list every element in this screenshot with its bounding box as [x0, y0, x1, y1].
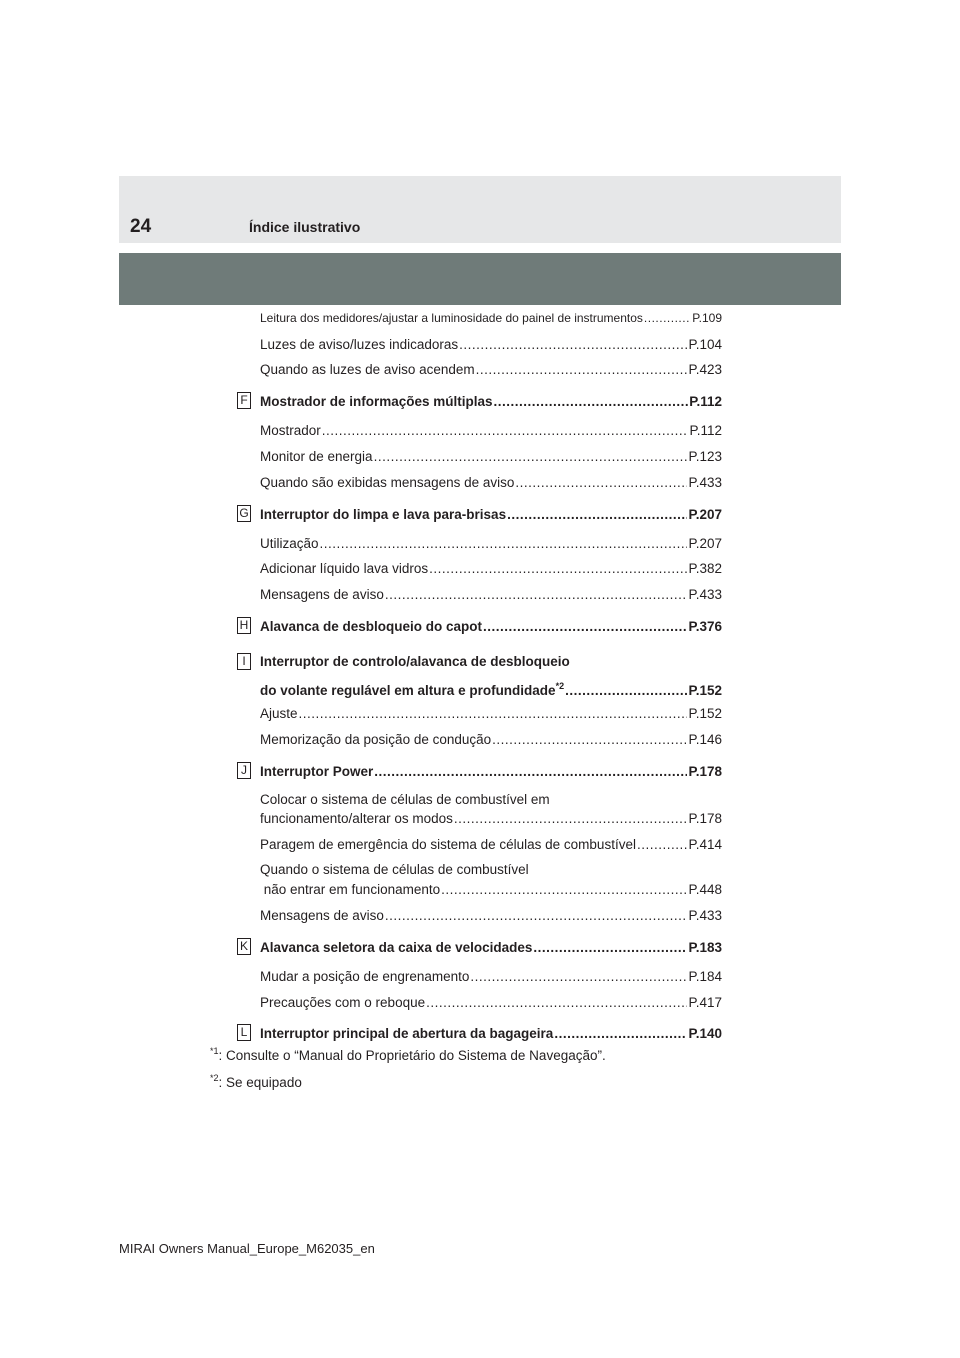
- toc-entry[interactable]: [260, 908, 722, 923]
- leader-dots: [494, 394, 689, 409]
- leader-dots: [374, 449, 688, 464]
- footnote-text: : Consulte o “Manual do Proprietário do Sistema de Navegação”.: [218, 1048, 606, 1063]
- toc-entry[interactable]: [260, 764, 722, 779]
- dark-band: [119, 253, 841, 305]
- toc-entry-label: [260, 536, 319, 551]
- toc-entry[interactable]: [260, 1026, 722, 1041]
- toc-entry-label-text: Leitura dos medidores/ajustar a luminosidade do painel de instrumentos: [260, 311, 643, 325]
- toc-entry-label: [260, 337, 458, 352]
- toc-entry-label: [260, 811, 453, 826]
- section-letter-j: J: [237, 762, 251, 779]
- leader-dots: [374, 764, 687, 779]
- leader-dots: [515, 475, 687, 490]
- toc-entry-first-line: Interruptor de controlo/alavanca de desbloqueio: [260, 654, 570, 669]
- toc-entry-label-text: Utilização: [260, 536, 319, 551]
- leader-dots: [483, 619, 687, 634]
- toc-entry-label-text: Interruptor do limpa e lava para-brisas: [260, 507, 507, 522]
- toc-entry-label: [260, 706, 298, 721]
- toc-entry-label: [260, 882, 440, 897]
- toc-entry-label: [260, 908, 384, 923]
- toc-entry-label: [260, 681, 564, 698]
- toc-entry-label: [260, 1026, 553, 1041]
- section-title: Índice ilustrativo: [249, 219, 361, 235]
- footnote-mark: *2: [210, 1073, 219, 1083]
- toc-entry-page[interactable]: P.109: [692, 311, 722, 325]
- toc-entry[interactable]: [260, 311, 722, 325]
- footnote-mark: *1: [210, 1046, 219, 1056]
- toc-entry-label-text: do volante regulável em altura e profundidade: [260, 683, 556, 698]
- page-number: 24: [130, 216, 152, 237]
- leader-dots: [299, 706, 688, 721]
- toc-entry-label-text: Mensagens de aviso: [260, 908, 384, 923]
- toc-entry-label-text: Interruptor Power: [260, 764, 374, 779]
- toc-entry-label: [260, 940, 532, 955]
- section-letter-k: K: [237, 938, 251, 955]
- toc-entry-label-text: Mostrador: [260, 423, 321, 438]
- toc-entry-label: [260, 561, 428, 576]
- toc-entry-label: [260, 732, 491, 747]
- toc-entry[interactable]: [260, 423, 722, 438]
- leader-dots: [554, 1026, 687, 1041]
- toc-entry-label-text: Memorização da posição de condução: [260, 732, 492, 747]
- toc-entry[interactable]: [260, 969, 722, 984]
- toc-entry-page[interactable]: P.423: [688, 362, 722, 377]
- leader-dots: [385, 587, 688, 602]
- toc-entry-label-text: Mudar a posição de engrenamento: [260, 969, 470, 984]
- toc-entry-page[interactable]: P.433: [688, 908, 722, 923]
- toc-entry[interactable]: [260, 449, 722, 464]
- leader-dots: [429, 561, 687, 576]
- toc-entry[interactable]: [260, 940, 722, 955]
- toc-entry-page[interactable]: P.112: [689, 394, 722, 409]
- leader-dots: [459, 337, 687, 352]
- toc-entry-page[interactable]: P.433: [688, 587, 722, 602]
- toc-entry-page[interactable]: P.184: [688, 969, 722, 984]
- toc-entry-label: [260, 969, 469, 984]
- toc-entry[interactable]: [260, 681, 722, 698]
- section-letter-h: H: [237, 617, 251, 634]
- toc-entry-label: [260, 507, 506, 522]
- section-letter-f: F: [237, 392, 251, 409]
- leader-dots: [454, 811, 688, 826]
- toc-entry-superscript: *2: [555, 681, 565, 691]
- toc-entry-label: [260, 619, 482, 634]
- section-letter-i: I: [237, 653, 251, 670]
- toc-entry-label: [260, 362, 475, 377]
- toc-entry-label-text: Monitor de energia: [260, 449, 373, 464]
- toc-entry-first-line: Quando o sistema de células de combustível: [260, 862, 529, 877]
- toc-entry-label: [260, 764, 373, 779]
- leader-dots: [565, 683, 687, 698]
- toc-entry-label: [260, 394, 493, 409]
- toc-entry-label: [260, 995, 425, 1010]
- toc-entry[interactable]: [260, 619, 722, 634]
- footnote-1: [210, 1046, 606, 1063]
- toc-entry-label-text: Quando as luzes de aviso acendem: [260, 362, 475, 377]
- footer-text: MIRAI Owners Manual_Europe_M62035_en: [119, 1241, 375, 1256]
- footnote-2: [210, 1073, 302, 1090]
- toc-entry-page[interactable]: P.382: [688, 561, 722, 576]
- leader-dots: [320, 536, 688, 551]
- toc-entry-label: [260, 475, 514, 490]
- toc-entry-label-text: Adicionar líquido lava vidros: [260, 561, 429, 576]
- leader-dots: [507, 507, 687, 522]
- toc-entry-page[interactable]: P.376: [688, 619, 722, 634]
- toc-entry-page[interactable]: P.207: [688, 536, 722, 551]
- toc-entry-page[interactable]: P.140: [688, 1026, 722, 1041]
- toc-entry-label-text: Precauções com o reboque: [260, 995, 426, 1010]
- page-number-area: [119, 176, 238, 243]
- toc-entry[interactable]: [260, 837, 722, 852]
- toc-entry-page[interactable]: P.112: [689, 423, 722, 438]
- toc-entry-label-text: Quando são exibidas mensagens de aviso: [260, 475, 515, 490]
- toc-entry-page[interactable]: P.183: [688, 940, 722, 955]
- leader-dots: [492, 732, 687, 747]
- toc-entry-label: [260, 423, 321, 438]
- toc-entry-label: [260, 311, 643, 325]
- toc-entry-page[interactable]: P.448: [688, 882, 722, 897]
- leader-dots: [470, 969, 687, 984]
- toc-entry-label: [260, 449, 373, 464]
- toc-entry-label-text: Mostrador de informações múltiplas: [260, 394, 493, 409]
- section-letter-l: L: [237, 1024, 251, 1041]
- toc-entry-label-text: funcionamento/alterar os modos: [260, 811, 453, 826]
- toc-entry[interactable]: [260, 995, 722, 1010]
- toc-entry[interactable]: [260, 706, 722, 721]
- toc-entry-label-text: Ajuste: [260, 706, 298, 721]
- toc-entry[interactable]: [260, 394, 722, 409]
- leader-dots: [426, 995, 687, 1010]
- toc-entry[interactable]: [260, 811, 722, 826]
- footnote-text: : Se equipado: [218, 1075, 302, 1090]
- leader-dots: [637, 837, 688, 852]
- toc-entry-label-text: Paragem de emergência do sistema de células de combustível: [260, 837, 636, 852]
- leader-dots: [385, 908, 688, 923]
- leader-dots: [476, 362, 688, 377]
- leader-dots: [322, 423, 689, 438]
- toc-entry[interactable]: [260, 561, 722, 576]
- toc-entry[interactable]: [260, 362, 722, 377]
- toc-entry-page[interactable]: P.146: [688, 732, 722, 747]
- leader-dots: [441, 882, 687, 897]
- toc-entry-label-text: não entrar em funcionamento: [260, 882, 441, 897]
- toc-entry[interactable]: [260, 337, 722, 352]
- toc-entry-label-text: Alavanca seletora da caixa de velocidades: [260, 940, 533, 955]
- toc-entry-page[interactable]: P.417: [688, 995, 722, 1010]
- toc-entry[interactable]: [260, 507, 722, 522]
- toc-entry-page[interactable]: P.104: [688, 337, 722, 352]
- toc-entry-page[interactable]: P.178: [688, 811, 722, 826]
- toc-entry-label: [260, 837, 636, 852]
- toc-entry-page[interactable]: P.152: [688, 706, 722, 721]
- toc-entry-page[interactable]: P.123: [688, 449, 722, 464]
- toc-entry-label: [260, 587, 384, 602]
- toc-entry-page[interactable]: P.414: [688, 837, 722, 852]
- toc-entry-label-text: Alavanca de desbloqueio do capot: [260, 619, 483, 634]
- toc-entry-page[interactable]: P.207: [688, 507, 722, 522]
- toc-entry[interactable]: [260, 475, 722, 490]
- toc-entry[interactable]: [260, 732, 722, 747]
- section-letter-g: G: [237, 505, 251, 522]
- toc-entry-label-text: Luzes de aviso/luzes indicadoras: [260, 337, 459, 352]
- toc-entry[interactable]: [260, 536, 722, 551]
- toc-entry-page[interactable]: P.178: [688, 764, 722, 779]
- toc-entry-label-text: Mensagens de aviso: [260, 587, 384, 602]
- toc-entry-first-line: Colocar o sistema de células de combustível em: [260, 792, 550, 807]
- leader-dots: [644, 311, 691, 325]
- toc-entry[interactable]: [260, 882, 722, 897]
- toc-entry[interactable]: [260, 587, 722, 602]
- toc-entry-label-text: Interruptor principal de abertura da bagageira: [260, 1026, 554, 1041]
- toc-entry-page[interactable]: P.433: [688, 475, 722, 490]
- toc-entry-page[interactable]: P.152: [688, 683, 722, 698]
- leader-dots: [533, 940, 687, 955]
